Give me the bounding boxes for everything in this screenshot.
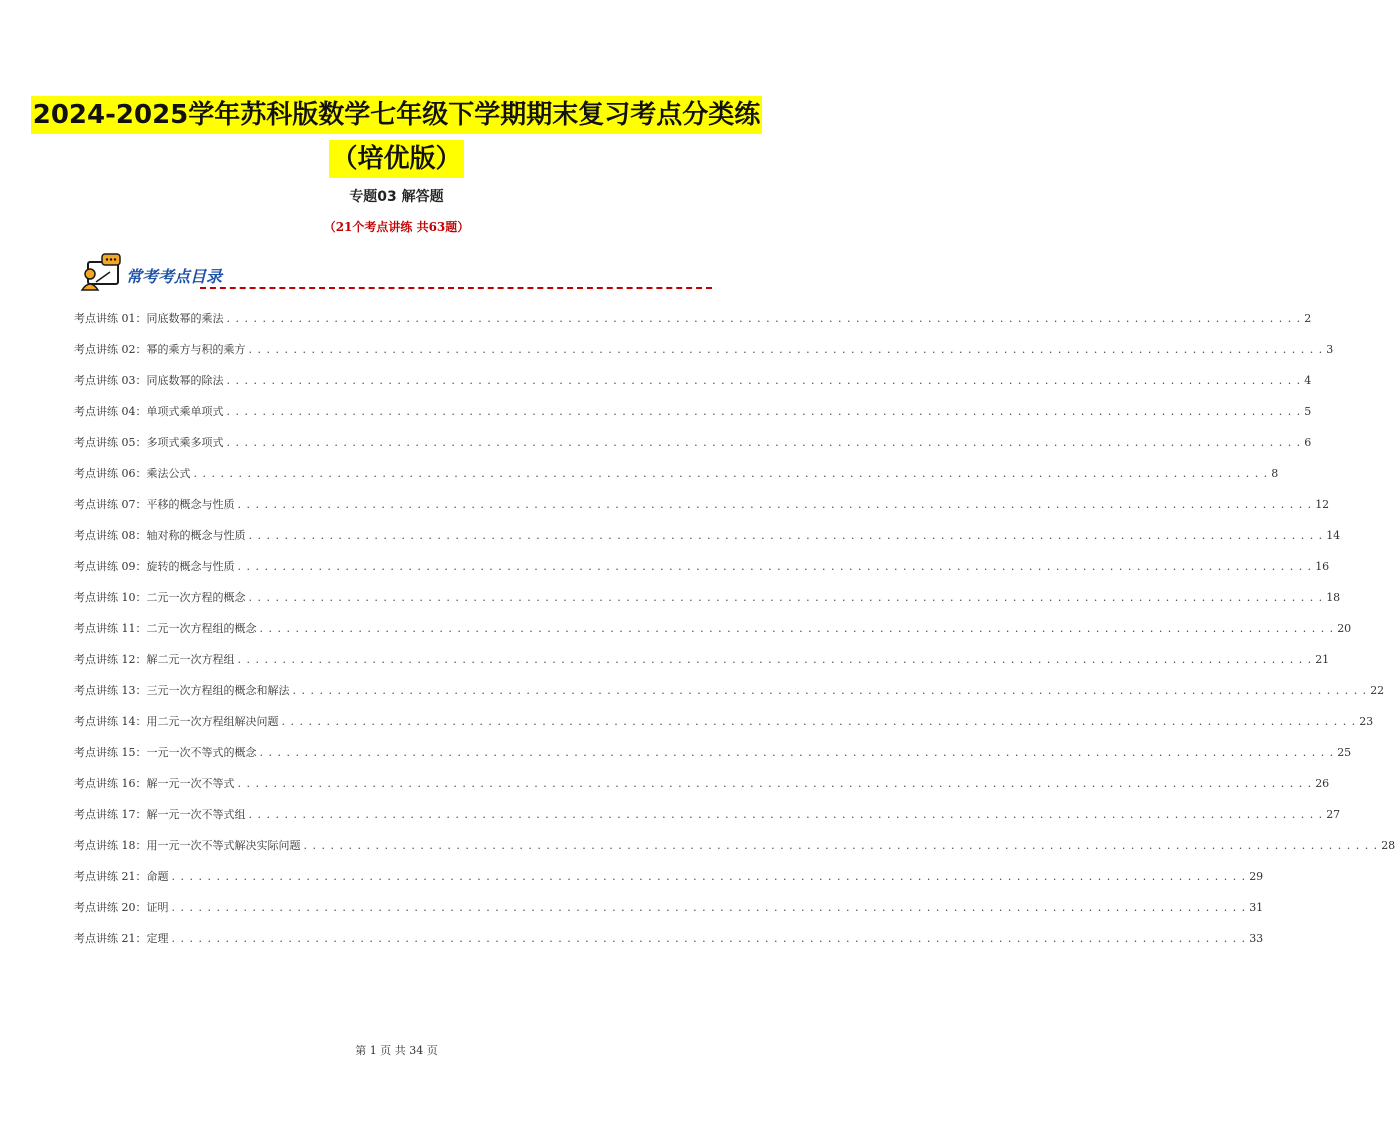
title-line-1: 2024-2025学年苏科版数学七年级下学期期末复习考点分类练 [31,96,763,134]
toc-leader-dots: . . . . . . . . . . . . . . . . . . . . . . . . . . . . . . . . . . . . . . . . . . . . . . . . . . . . . . . . . . . . . . . . . . . . . . . . . . . . . . . . . . . . . . . . . . . . . . . . . . . . . . . . . . . . . . . . . . . . . . . . [226,436,1302,449]
toc-leader-dots: . . . . . . . . . . . . . . . . . . . . . . . . . . . . . . . . . . . . . . . . . . . . . . . . . . . . . . . . . . . . . . . . . . . . . . . . . . . . . . . . . . . . . . . . . . . . . . . . . . . . . . . . . . . . . . . . . . . . . . . . [303,839,1379,852]
toc-item-prefix: 考点讲练 07： [74,498,147,511]
toc-item-page: 29 [1249,870,1264,883]
toc-item-title: 解一元一次不等式 [146,777,235,790]
toc-item-title: 解二元一次方程组 [146,653,235,666]
toc-item-prefix: 考点讲练 17： [74,808,147,821]
toc-item-prefix: 考点讲练 21： [74,870,147,883]
toc-item-title: 用二元一次方程组解决问题 [146,715,279,728]
title-line-2: （培优版） [329,140,463,178]
toc-item-prefix: 考点讲练 08： [74,529,147,542]
toc-item-title: 同底数幂的除法 [146,374,224,387]
toc-item-prefix: 考点讲练 13： [74,684,147,697]
toc-item-prefix: 考点讲练 14： [74,715,147,728]
toc-item-prefix: 考点讲练 21： [74,932,147,945]
toc-leader-dots: . . . . . . . . . . . . . . . . . . . . . . . . . . . . . . . . . . . . . . . . . . . . . . . . . . . . . . . . . . . . . . . . . . . . . . . . . . . . . . . . . . . . . . . . . . . . . . . . . . . . . . . . . . . . . . . . . . . . . . . . [248,591,1324,604]
toc-item-page: 23 [1359,715,1374,728]
toc-item-page: 8 [1271,467,1279,480]
toc-item-page: 3 [1326,343,1334,356]
toc-item[interactable] [74,558,1330,589]
toc-leader-dots: . . . . . . . . . . . . . . . . . . . . . . . . . . . . . . . . . . . . . . . . . . . . . . . . . . . . . . . . . . . . . . . . . . . . . . . . . . . . . . . . . . . . . . . . . . . . . . . . . . . . . . . . . . . . . . . . . . . . . . . . [226,405,1302,418]
toc-leader-dots: . . . . . . . . . . . . . . . . . . . . . . . . . . . . . . . . . . . . . . . . . . . . . . . . . . . . . . . . . . . . . . . . . . . . . . . . . . . . . . . . . . . . . . . . . . . . . . . . . . . . . . . . . . . . . . . . . . . . . . . . [237,653,1313,666]
toc-item-page: 12 [1315,498,1330,511]
toc-item-page: 4 [1304,374,1312,387]
toc-item[interactable] [74,465,1279,496]
toc-item-prefix: 考点讲练 01： [74,312,147,325]
toc-item[interactable] [74,837,1395,868]
toc-item-prefix: 考点讲练 18： [74,839,147,852]
toc-item-title: 多项式乘多项式 [146,436,224,449]
toc-item[interactable] [74,651,1330,682]
toc-item[interactable] [74,341,1334,372]
toc-item[interactable] [74,620,1352,651]
toc-item[interactable] [74,775,1330,806]
toc-item-page: 16 [1315,560,1330,573]
toc-item-title: 二元一次方程组的概念 [146,622,257,635]
toc-item-prefix: 考点讲练 04： [74,405,147,418]
toc-item[interactable] [74,713,1374,744]
count-note: （21个考点讲练 共63题） [323,220,470,234]
toc-leader-dots: . . . . . . . . . . . . . . . . . . . . . . . . . . . . . . . . . . . . . . . . . . . . . . . . . . . . . . . . . . . . . . . . . . . . . . . . . . . . . . . . . . . . . . . . . . . . . . . . . . . . . . . . . . . . . . . . . . . . . . . . [237,498,1313,511]
toc-item-title: 轴对称的概念与性质 [146,529,246,542]
toc-item-title: 三元一次方程组的概念和解法 [146,684,290,697]
toc-item-page: 5 [1304,405,1312,418]
toc-item-prefix: 考点讲练 09： [74,560,147,573]
toc-item-page: 21 [1315,653,1330,666]
toc-leader-dots: . . . . . . . . . . . . . . . . . . . . . . . . . . . . . . . . . . . . . . . . . . . . . . . . . . . . . . . . . . . . . . . . . . . . . . . . . . . . . . . . . . . . . . . . . . . . . . . . . . . . . . . . . . . . . . . . . . . . . . . . [226,312,1302,325]
toc-item-page: 27 [1326,808,1341,821]
toc-item-title: 乘法公式 [146,467,191,480]
toc-item-prefix: 考点讲练 20： [74,901,147,914]
toc-item-page: 26 [1315,777,1330,790]
toc-item[interactable] [74,310,1312,341]
toc-item-title: 幂的乘方与积的乘方 [146,343,246,356]
toc-item-page: 6 [1304,436,1312,449]
toc-item[interactable] [74,744,1352,775]
toc-leader-dots: . . . . . . . . . . . . . . . . . . . . . . . . . . . . . . . . . . . . . . . . . . . . . . . . . . . . . . . . . . . . . . . . . . . . . . . . . . . . . . . . . . . . . . . . . . . . . . . . . . . . . . . . . . . . . . . . . . . . . . . . [292,684,1368,697]
toc-item[interactable] [74,403,1312,434]
toc-item[interactable] [74,527,1341,558]
toc-item[interactable] [74,868,1264,899]
toc-leader-dots: . . . . . . . . . . . . . . . . . . . . . . . . . . . . . . . . . . . . . . . . . . . . . . . . . . . . . . . . . . . . . . . . . . . . . . . . . . . . . . . . . . . . . . . . . . . . . . . . . . . . . . . . . . . . . . . . . . . . . . . . [259,622,1335,635]
toc-item-title: 单项式乘单项式 [146,405,224,418]
toc-item-title: 用一元一次不等式解决实际问题 [146,839,301,852]
toc-item-prefix: 考点讲练 16： [74,777,147,790]
toc-item-page: 2 [1304,312,1312,325]
table-of-contents [74,310,1395,961]
toc-item[interactable] [74,434,1312,465]
toc-item[interactable] [74,682,1385,713]
toc-item-title: 同底数幂的乘法 [146,312,224,325]
toc-item-prefix: 考点讲练 11： [74,622,147,635]
toc-item[interactable] [74,806,1341,837]
toc-item[interactable] [74,589,1341,620]
topic-subtitle: 专题03 解答题 [349,189,444,205]
toc-item-title: 定理 [146,932,169,945]
toc-item-prefix: 考点讲练 15： [74,746,147,759]
toc-item-title: 证明 [146,901,169,914]
toc-leader-dots: . . . . . . . . . . . . . . . . . . . . . . . . . . . . . . . . . . . . . . . . . . . . . . . . . . . . . . . . . . . . . . . . . . . . . . . . . . . . . . . . . . . . . . . . . . . . . . . . . . . . . . . . . . . . . . . . . . . . . . . . [226,374,1302,387]
toc-leader-dots: . . . . . . . . . . . . . . . . . . . . . . . . . . . . . . . . . . . . . . . . . . . . . . . . . . . . . . . . . . . . . . . . . . . . . . . . . . . . . . . . . . . . . . . . . . . . . . . . . . . . . . . . . . . . . . . . . . . . . . . . [171,932,1247,945]
toc-item-prefix: 考点讲练 06： [74,467,147,480]
toc-item-page: 28 [1381,839,1395,852]
toc-leader-dots: . . . . . . . . . . . . . . . . . . . . . . . . . . . . . . . . . . . . . . . . . . . . . . . . . . . . . . . . . . . . . . . . . . . . . . . . . . . . . . . . . . . . . . . . . . . . . . . . . . . . . . . . . . . . . . . . . . . . . . . . [281,715,1357,728]
toc-item-page: 25 [1337,746,1352,759]
toc-item-title: 平移的概念与性质 [146,498,235,511]
toc-item-title: 一元一次不等式的概念 [146,746,257,759]
toc-item-title: 旋转的概念与性质 [146,560,235,573]
toc-item-prefix: 考点讲练 03： [74,374,147,387]
toc-item-page: 20 [1337,622,1352,635]
toc-leader-dots: . . . . . . . . . . . . . . . . . . . . . . . . . . . . . . . . . . . . . . . . . . . . . . . . . . . . . . . . . . . . . . . . . . . . . . . . . . . . . . . . . . . . . . . . . . . . . . . . . . . . . . . . . . . . . . . . . . . . . . . . [237,560,1313,573]
page-footer: 第 1 页 共 34 页 [355,1044,438,1057]
toc-banner [80,250,712,294]
toc-item-page: 31 [1249,901,1264,914]
toc-item-prefix: 考点讲练 10： [74,591,147,604]
toc-item-prefix: 考点讲练 02： [74,343,147,356]
toc-item-page: 18 [1326,591,1341,604]
toc-leader-dots: . . . . . . . . . . . . . . . . . . . . . . . . . . . . . . . . . . . . . . . . . . . . . . . . . . . . . . . . . . . . . . . . . . . . . . . . . . . . . . . . . . . . . . . . . . . . . . . . . . . . . . . . . . . . . . . . . . . . . . . . [171,901,1247,914]
toc-item[interactable] [74,899,1264,930]
toc-item[interactable] [74,372,1312,403]
toc-item-prefix: 考点讲练 05： [74,436,147,449]
toc-item-prefix: 考点讲练 12： [74,653,147,666]
toc-item-page: 33 [1249,932,1264,945]
toc-item-page: 22 [1370,684,1385,697]
toc-leader-dots: . . . . . . . . . . . . . . . . . . . . . . . . . . . . . . . . . . . . . . . . . . . . . . . . . . . . . . . . . . . . . . . . . . . . . . . . . . . . . . . . . . . . . . . . . . . . . . . . . . . . . . . . . . . . . . . . . . . . . . . . [171,870,1247,883]
toc-item-title: 二元一次方程的概念 [146,591,246,604]
toc-leader-dots: . . . . . . . . . . . . . . . . . . . . . . . . . . . . . . . . . . . . . . . . . . . . . . . . . . . . . . . . . . . . . . . . . . . . . . . . . . . . . . . . . . . . . . . . . . . . . . . . . . . . . . . . . . . . . . . . . . . . . . . . [248,808,1324,821]
toc-item-page: 14 [1326,529,1341,542]
toc-leader-dots: . . . . . . . . . . . . . . . . . . . . . . . . . . . . . . . . . . . . . . . . . . . . . . . . . . . . . . . . . . . . . . . . . . . . . . . . . . . . . . . . . . . . . . . . . . . . . . . . . . . . . . . . . . . . . . . . . . . . . . . . [248,529,1324,542]
toc-divider [200,287,712,289]
toc-heading: 常考考点目录 [126,267,223,286]
toc-leader-dots: . . . . . . . . . . . . . . . . . . . . . . . . . . . . . . . . . . . . . . . . . . . . . . . . . . . . . . . . . . . . . . . . . . . . . . . . . . . . . . . . . . . . . . . . . . . . . . . . . . . . . . . . . . . . . . . . . . . . . . . . [237,777,1313,790]
toc-item-title: 命题 [146,870,169,883]
toc-leader-dots: . . . . . . . . . . . . . . . . . . . . . . . . . . . . . . . . . . . . . . . . . . . . . . . . . . . . . . . . . . . . . . . . . . . . . . . . . . . . . . . . . . . . . . . . . . . . . . . . . . . . . . . . . . . . . . . . . . . . . . . . [248,343,1324,356]
toc-leader-dots: . . . . . . . . . . . . . . . . . . . . . . . . . . . . . . . . . . . . . . . . . . . . . . . . . . . . . . . . . . . . . . . . . . . . . . . . . . . . . . . . . . . . . . . . . . . . . . . . . . . . . . . . . . . . . . . . . . . . . . . . [193,467,1269,480]
toc-item[interactable] [74,930,1264,961]
teacher-board-icon [80,252,124,292]
toc-item[interactable] [74,496,1330,527]
toc-leader-dots: . . . . . . . . . . . . . . . . . . . . . . . . . . . . . . . . . . . . . . . . . . . . . . . . . . . . . . . . . . . . . . . . . . . . . . . . . . . . . . . . . . . . . . . . . . . . . . . . . . . . . . . . . . . . . . . . . . . . . . . . [259,746,1335,759]
toc-item-title: 解一元一次不等式组 [146,808,246,821]
document-title [0,96,793,178]
